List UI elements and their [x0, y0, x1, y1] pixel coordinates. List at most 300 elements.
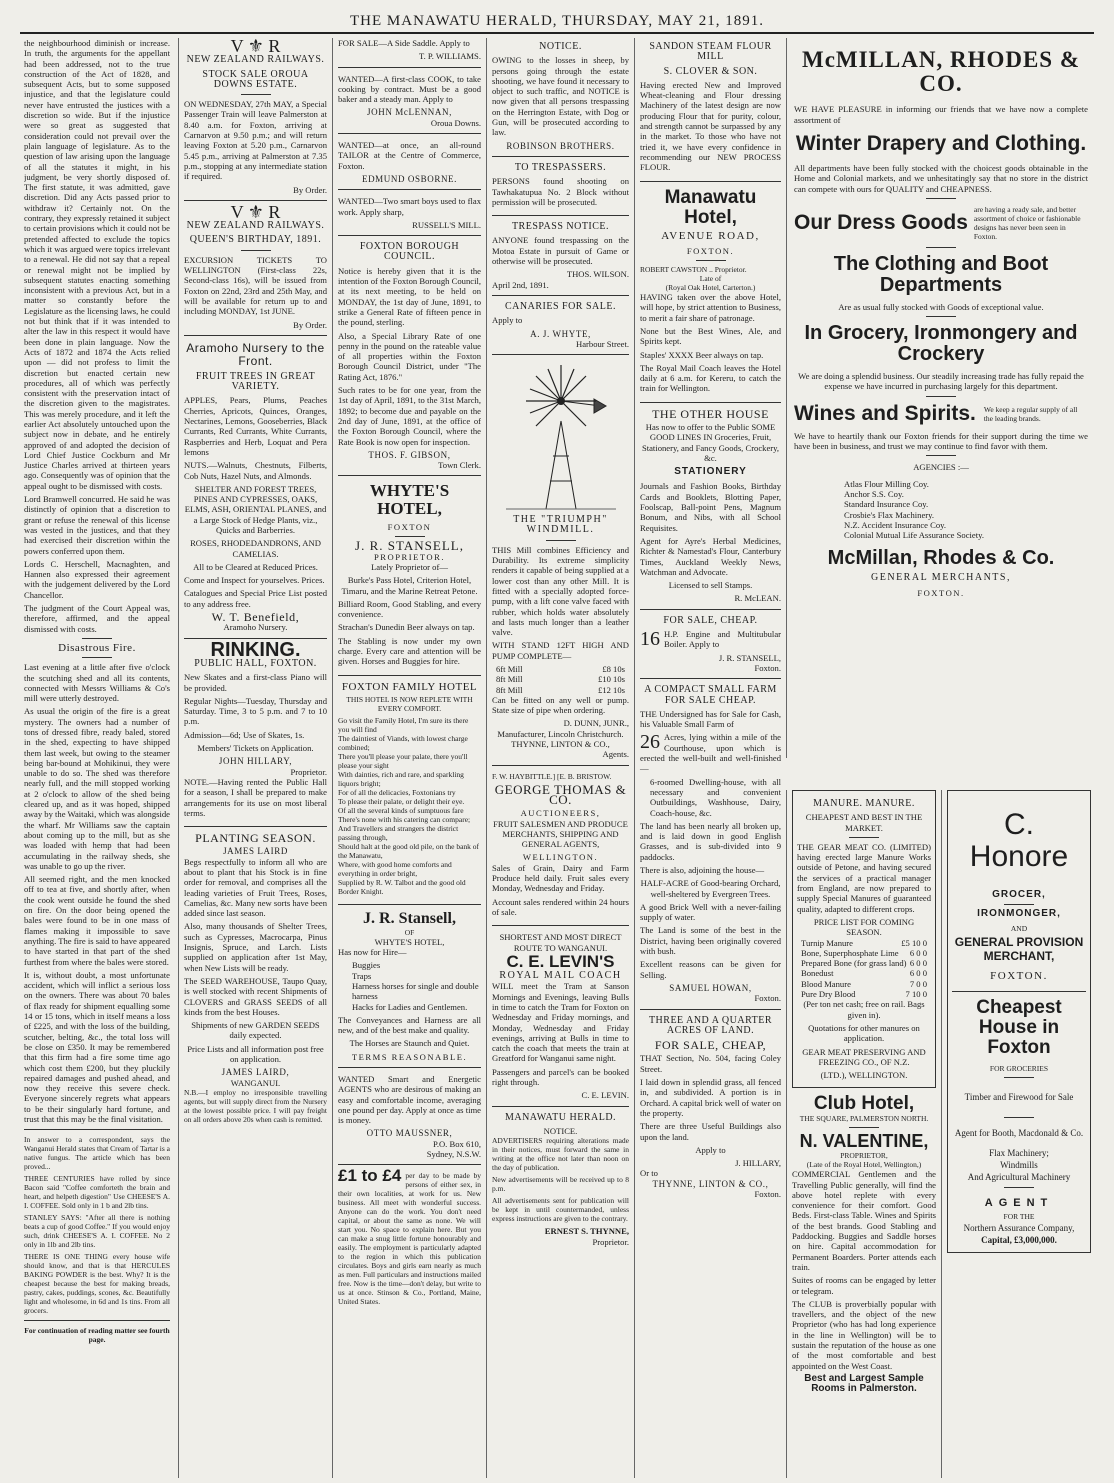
ad-list: Buggies Traps Harness horses for single and double harness Hacks for Ladies and Gentlemen. — [352, 960, 479, 1012]
ad-title: MANAWATU HERALD. — [504, 1111, 617, 1123]
column-6 — [786, 38, 1096, 758]
ad-signature: OTTO MAUSSNER, — [366, 1128, 453, 1139]
price-item: 6ft Mill — [496, 663, 523, 674]
ad-text: Price Lists and all information post free on application. — [187, 1043, 324, 1065]
honore-ad — [947, 790, 1091, 1253]
ad-text: Burke's Pass Hotel, Criterion Hotel, Timaru, and the Marine Retreat Petone. — [341, 575, 478, 596]
price-value: 6 0 0 — [909, 947, 927, 958]
ad-text: Staples' XXXX Beer always on tap. — [640, 349, 764, 360]
ad-signature: By Order. — [293, 184, 327, 195]
ad-title: C. E. LEVIN'S — [506, 951, 615, 971]
ad-terms: TERMS REASONABLE. — [351, 1051, 468, 1062]
price-item: 8ft Mill — [496, 674, 523, 685]
ad-text: Quotations for other manures on application. — [808, 1022, 920, 1044]
ad-line: GROCER, — [992, 889, 1046, 900]
divider — [926, 247, 956, 248]
ad-title: FOXTON BOROUGH COUNCIL. — [359, 241, 460, 263]
divider — [1004, 904, 1034, 905]
divider — [1004, 1077, 1034, 1078]
windmill-illustration-icon — [506, 361, 616, 511]
ad-of: OF — [404, 927, 415, 937]
family-hotel-ad — [338, 682, 481, 905]
farm-sale-ad — [640, 685, 781, 1009]
ad-line: Flax Machinery; — [989, 1147, 1049, 1158]
ad-role: PROPRIETOR. — [373, 551, 446, 562]
price-value: £12 10s — [598, 684, 625, 695]
agency-item: Colonial Mutual Life Assurance Society. — [844, 530, 985, 541]
ad-date: April 2nd, 1891. — [492, 279, 549, 290]
ad-owner: J. R. STANSELL, — [355, 538, 464, 554]
fire-paragraph: It is, without doubt, a most unfortunate accident, which will inflict a serious loss on the owners. There was about 70 bales of flax ready for shipment equalling some 14 or 15 tons, which in itself means a loss of £225, and with the loss of the building, scutcher, belting, &c., the total loss will be close on £350. It may be remembered that this firm had a fire some time ago which cost them £200, but they pluckily repaired damages and pushed ahead, and now they receive this severe check. Everyone sincerely regrets what appears to be their singularly hard fortune, and trust that this may be the final visitation. — [24, 969, 170, 1124]
divider — [849, 837, 879, 838]
divider — [24, 1320, 170, 1321]
george-thomas-ad — [492, 772, 629, 927]
ad-text: 6-roomed Dwelling-house, with all necessary and convenient Outbuildings, Washhouse, Dairy, Coach-house, &c. — [650, 776, 781, 818]
flour-mill-ad — [640, 42, 781, 182]
whytes-hotel-ad — [338, 482, 481, 675]
ad-text: Agent for Ayre's Herbal Medicines, Richter & Namestad's Flour, Canterbury Times, Auckland Weekly News, Watchman and Advocate. — [640, 535, 781, 577]
ad-title: GEORGE THOMAS & CO. — [494, 781, 627, 807]
divider — [926, 455, 956, 456]
ad-line: Windmills — [1000, 1160, 1038, 1171]
ad-title: Club Hotel, — [813, 1093, 915, 1115]
notice-item: THREE CENTURIES have rolled by since Bacon said "Coffee comforteth the brain and heart, and helpeth digestion" Use CHEESE'S A. I. COFFEE. Sold only in 1 b and 2lb tins. — [24, 1174, 170, 1211]
other-house-ad — [640, 406, 781, 610]
ad-line: Northern Assurance Company, — [963, 1223, 1075, 1234]
ad-place: WELLINGTON. — [522, 852, 599, 863]
ad-text: The Conveyances and Harness are all new, and of the best make and quality. — [338, 1014, 481, 1036]
ad-line: AND — [1010, 923, 1028, 933]
ad-line: And Agricultural Machinery — [967, 1172, 1071, 1183]
ad-text: There is also, adjoining the house— — [640, 864, 765, 875]
ad-text: OWING to the losses in sheep, by persons going through the estate shooting, we have found it necessary to object to such traffic, and NOTICE is now given that all persons trespassing on the Herrington Estate, with Dog or Gun, will be prosecuted according to law. — [492, 55, 629, 138]
ad-heading: Our Dress Goods — [794, 210, 968, 234]
price-row — [797, 938, 931, 948]
nursery-ad — [184, 342, 327, 639]
divider — [1004, 1187, 1034, 1188]
ad-signature: C. E. LEVIN. — [581, 1090, 629, 1101]
ad-signature: EDMUND OSBORNE. — [361, 173, 457, 184]
ad-signature: ERNEST S. THYNNE, — [544, 1226, 629, 1237]
trespassers-ad — [492, 163, 629, 216]
price-row — [492, 664, 629, 674]
ad-subtitle: AVENUE ROAD, — [661, 230, 760, 243]
price-row — [797, 948, 931, 958]
ad-subtitle: THIS HOTEL IS NOW REPLETE WITH EVERY COMFORT. — [346, 694, 473, 713]
ad-text: Also, a Special Library Rate of one penny in the pound on the rateable value of all properties within the Foxton Borough Council District, under "The Rating Act, 1876." — [338, 330, 481, 382]
divider — [546, 540, 576, 541]
divider — [926, 316, 956, 317]
ad-title: Aramoho Nursery to the Front. — [186, 340, 325, 368]
divider — [1004, 1117, 1034, 1118]
ad-text: Apply to — [492, 315, 523, 326]
ad-footer: Best and Largest Sample Rooms in Palmerston. — [804, 1372, 924, 1395]
ad-text: (Late of the Royal Hotel, Wellington,) — [806, 1160, 922, 1170]
ad-role: Town Clerk. — [438, 460, 481, 471]
ad-role: Agents. — [602, 749, 629, 760]
ad-title: MANURE. MANURE. — [813, 798, 915, 809]
ad-subtitle: AGENCIES :— — [913, 462, 969, 473]
royal-crest-icon: V ⚜ R — [230, 38, 281, 56]
price-row — [797, 958, 931, 968]
ad-role: PROPRIETOR, — [840, 1151, 888, 1161]
divider — [926, 396, 956, 397]
ad-title: PLANTING SEASON. — [195, 831, 316, 846]
ad-text: All to be Cleared at Reduced Prices. — [193, 561, 318, 572]
ad-line: Capital, £3,000,000. — [981, 1235, 1057, 1246]
price-item: Turnip Manure — [801, 937, 853, 948]
ad-line: Agent for Booth, Macdonald & Co. — [954, 1127, 1084, 1138]
manawatu-hotel-ad — [640, 188, 781, 403]
dress-goods-row — [794, 205, 1088, 241]
ad-text: HAVING taken over the above Hotel, will hope, by strict attention to Business, to merit a fair share of patronage. — [640, 292, 781, 323]
ad-title: FOR SALE, CHEAP. — [663, 614, 758, 626]
ad-title: TRESPASS NOTICE. — [511, 221, 610, 233]
ad-role: GENERAL MERCHANTS, — [871, 572, 1011, 584]
price-value: £8 10s — [602, 663, 625, 674]
ad-text: Shipments of new GARDEN SEEDS daily expected. — [191, 1020, 320, 1041]
agency-list — [794, 479, 1088, 541]
column-2 — [178, 38, 332, 1478]
ad-text: WANTED—A first-class COOK, to take cooking by contract. Must be a good baker and a steady man. Apply to — [338, 73, 481, 105]
ad-subtitle: WHYTE'S HOTEL, — [374, 936, 445, 947]
ad-subtitle: PUBLIC HALL, FOXTON. — [194, 657, 317, 669]
article-title-fire: Disastrous Fire. — [58, 641, 136, 654]
price-list — [492, 664, 629, 695]
levin-coach-ad — [492, 932, 629, 1106]
ad-place: Foxton. — [754, 1189, 781, 1199]
law-report-paragraph: the neighbourhood diminish or increase. In truth, the arguments for the appellant had been addressed, not to the true construction of the Act of 1828, and subsequent Acts, but to some supposed injustice, and that the legislature could never have entrusted the justices with a discretion so wide. But if the injustice were so great as suggested that consideration could not prevail over the plain language of legislature. As to the question of law arising upon the language of all the statutes it might, in his judgment, be very shortly disposed of. The first statute, it was admitted, gave discretion. Did any Acts passed prior to withdraw it? Certainly not. On the contrary, they expressly retained it subject to certain provisions which it could not be pretended affected to exclude the topics which it was argued were topics irrelevant to a renewal. He did not say that a repeal or renewal might not be implied by subsequent statutes enacting something inconsistent with a previous Act, but in a matter so constantly before the Legislature as the licensing laws, he could not but think that if it was intended to alter the law in this respect it would have been done in plain language. Now the Acts of 1872 and 1874 the Acts relied upon — did not profess to limit the discretion but enacted certain new procedures, all of which was perfectly consistent with the preservation intact of the discretion given to the magistrates. This was merely procedure, and it left the earlier Act absolutely untouched upon the subject now in debate, and he entirely approved of and adopted the decision of Lord Chief Justice Cockburn and Mr Justice Charles arrived at thirteen years ago. Consequently was of opinion that the appeal ought to be dismissed with costs. — [24, 38, 170, 491]
ad-text: The CLUB is proverbially popular with travellers, and the object of the new Proprietor (who has had long experience in the line in Wellington) will be to sustain the reputation of the house as one of the most comfortable and best appointed on the West Coast. — [792, 1298, 936, 1371]
ad-text: are having a ready sale, and better assortment of choice or fashionable designs has never been seen in Foxton. — [973, 204, 1081, 241]
railway-ad-1 — [184, 38, 327, 201]
ad-title: THE OTHER HOUSE — [652, 406, 769, 421]
ad-signature: RUSSELL'S MILL. — [412, 219, 481, 230]
column-5 — [634, 38, 786, 1478]
windmill-caption: WINDMILL. — [526, 524, 595, 536]
masthead: THE MANAWATU HERALD, THURSDAY, MAY 21, 1891. — [20, 10, 1094, 34]
ad-subtitle: FOR GROCERIES — [989, 1064, 1049, 1074]
ad-signature: THYNNE, LINTON & CO., — [652, 1178, 769, 1189]
ad-text: We are doing a splendid business. Our steadily increasing trade has fully repaid the expense we have incurred in purchasing largely for this department. — [798, 371, 1084, 392]
ad-line: FOR THE — [1003, 1212, 1035, 1222]
ad-text: ADVERTISERS requiring alterations made in their notices, must forward the same in writing at the office not later than noon on the day of publication. — [492, 1136, 629, 1173]
ad-text: (Per ton net cash; free on rail. Bags given in). — [803, 999, 925, 1020]
ad-text: Apply to — [695, 1144, 726, 1155]
ad-title: Manawatu Hotel, — [664, 186, 757, 228]
ad-text: THE Undersigned has for Sale for Cash, his Valuable Small Farm of — [640, 708, 781, 730]
ad-signature: W. T. Benefield, — [211, 610, 300, 625]
rinking-ad — [184, 638, 327, 827]
ad-signature: (LTD.), WELLINGTON. — [820, 1070, 908, 1081]
ad-text: Excellent reasons can be given for Selling. — [640, 959, 781, 980]
ad-text: Late of — [699, 274, 722, 284]
price-value: 6 0 0 — [909, 958, 927, 969]
ad-text: We have to heartily thank our Foxton friends for their support during the time we have been in business, and trust we may continue to find favor with them. — [794, 430, 1088, 452]
ad-text: Has now for Hire— — [338, 947, 407, 958]
ad-text: WANTED—Two smart boys used to flax work. Apply sharp, — [338, 196, 481, 217]
ad-signature: THOS. F. GIBSON, — [368, 449, 451, 460]
cook-wanted-ad — [338, 74, 481, 134]
ad-text: Manufacturer, Lincoln Christchurch. — [497, 728, 624, 739]
royal-crest-icon: V ⚜ R — [230, 201, 281, 222]
ad-subtitle: STOCK SALE OROUA DOWNS ESTATE. — [202, 68, 309, 90]
railway-ad-2 — [184, 201, 327, 336]
ad-text: Or to — [640, 1168, 658, 1179]
agency-item: Atlas Flour Milling Coy. — [844, 478, 929, 489]
ad-place: THE SQUARE, PALMERSTON NORTH. — [799, 1114, 929, 1124]
ad-place: FOXTON. — [990, 970, 1048, 983]
ad-text: Come and Inspect for yourselves. Prices. — [184, 575, 325, 586]
ad-text: (Royal Oak Hotel, Carterton.) — [665, 283, 756, 293]
ad-text: Suites of rooms can be engaged by letter or telegram. — [792, 1275, 936, 1296]
ad-text: Notice is hereby given that it is the intention of the Foxton Borough Council, at its next meeting, to be held on MONDAY, the 1st day of June, 1891, to strike a General Rate of fifteen pence in the pound, sterling. — [338, 265, 481, 328]
ad-text: Lately Proprietor of— — [371, 561, 448, 572]
ad-signature: T. P. WILLIAMS. — [419, 51, 481, 62]
ad-text: HALF-ACRE of Good-bearing Orchard, well-sheltered by Evergreen Trees. — [640, 878, 781, 899]
ad-text: WILL meet the Tram at Sanson Mornings and Evenings, leaving Bulls in time to catch the Tram for Foxton on Wednesday and Friday mornings, and Monday, Wednesday and Friday evenings, arriving at Bulls in time to catch the coach that meets the train at Greatford for Wanganui same night. — [492, 981, 629, 1064]
ad-text: APPLES, Pears, Plums, Peaches Cherries, Apricots, Quinces, Oranges, Nectarines, Lemons, Gooseberries, Black Currants, Red Currants, White Currants, Raspberries and Herb, Loquat and Pera lemons — [184, 395, 327, 457]
council-notice — [338, 242, 481, 476]
ad-text: COMMERCIAL Gentlemen and the Travelling Public generally, will find the above hotel replete with every convenience for their comfort. Good Beds. First-class Table. Wines and Spirits of the best brands. Good Stabling and Paddocking. Buggies and Saddle horses on hire. Capital accommodation for Permanent Boarders. Porter attends each train. — [792, 1169, 936, 1272]
trespass-notice-ad — [492, 222, 629, 296]
ad-subtitle: NOTICE. — [543, 1125, 578, 1136]
ad-text: FOR SALE—A Side Saddle. Apply to — [338, 38, 470, 48]
divider — [24, 1129, 170, 1130]
ad-text: All advertisements sent for publication will be kept in until countermanded, unless express instructions are given to the contrary. — [492, 1196, 629, 1224]
ad-text: FRUIT SALESMEN AND PRODUCE MERCHANTS, SHIPPING AND GENERAL AGENTS, — [493, 818, 628, 850]
ad-text: Has now to offer to the Public SOME GOOD LINES IN Groceries, Fruit, Stationery, and Fancy Goods, Crockery, &c. — [641, 422, 780, 463]
column-4 — [486, 38, 634, 1478]
ad-text: NUTS.—Walnuts, Chestnuts, Filberts, Cob Nuts, Hazel Nuts, and Almonds. — [184, 460, 327, 481]
ad-text: Having erected New and Improved Wheat-cleaning and Flour dressing Machinery of the latest design are now producing Flour that for purity, colour, and strength cannot be surpassed by any in the market. To those who have not tried it, we have every confidence in recommending our NEW PROCESS FLOUR. — [640, 79, 781, 173]
ad-subtitle: AUCTIONEERS, — [520, 808, 601, 819]
price-value: 7 0 0 — [909, 978, 927, 989]
price-item: Prepared Bone (for grass land) — [801, 958, 907, 969]
law-report-paragraph: Lords C. Herschell, Macnaghten, and Hannen also expressed their agreement with the judgement delivered by the Lord Chancellor. — [24, 558, 170, 600]
ad-text: Catalogues and Special Price List posted to any address free. — [184, 588, 327, 609]
divider — [395, 536, 425, 537]
price-item: Blood Manure — [801, 978, 851, 989]
notice-ad — [492, 42, 629, 157]
ad-text: ROSES, RHODEDANDRONS, AND CAMELIAS. — [190, 538, 321, 559]
planting-ad — [184, 833, 327, 1124]
ad-signature: McMillan, Rhodes & Co. — [827, 547, 1055, 570]
ad-line: GENERAL PROVISION — [954, 934, 1084, 949]
agents-wanted-ad — [338, 1074, 481, 1165]
ad-text: All departments have been fully stocked with the choicest goods obtainable in the Home and Colonial markets, and we unhesitatingly say that no store in the district can compete with ours for QUALITY and CHEAPNESS. — [794, 162, 1088, 194]
ad-text: Journals and Fashion Books, Birthday Cards and Booklets, Blotting Paper, Foolscap, Ball-point Pens, Magnum Bonum, and Nibs, with all School Requisites. — [640, 481, 781, 533]
price-value: 7 10 0 — [905, 989, 927, 1000]
ad-owner: ROBERT CAWSTON .. Proprietor. — [640, 265, 747, 275]
ad-headline: £1 to £4 — [338, 1166, 402, 1186]
divider — [241, 250, 271, 251]
ad-text: EXCURSION TICKETS TO WELLINGTON (First-class 22s, Second-class 16s), will be issued from Foxton on 22nd, 23rd and 25th May, and will be available for return up to and including MONDAY, 1st JUNE. — [184, 254, 327, 317]
ad-text: Strachan's Dunedin Beer always on tap. — [338, 622, 475, 633]
boys-wanted-ad — [338, 196, 481, 236]
fire-paragraph: Last evening at a little after five o'clock the scutching shed and all its contents, connected with Messrs Williams & Co's mill were utterly destroyed. — [24, 662, 170, 704]
tailor-wanted-ad — [338, 140, 481, 190]
ad-text: Begs respectfully to inform all who are about to plant that his Stock is in fine order for removal, and comprises all the leading varieties of Fruit Trees, Roses, Camelias, &c. Many new sorts have been added since last season. — [184, 856, 327, 919]
ad-title: CANARIES FOR SALE. — [505, 300, 616, 312]
ad-place: Harbour Street. — [576, 338, 629, 349]
ad-heading: Wines and Spirits. — [794, 401, 976, 425]
ad-signature: THOS. WILSON. — [566, 269, 629, 280]
wines-row — [794, 403, 1088, 425]
ad-text: Can be fitted on any well or pump. State size of pipe when ordering. — [492, 694, 629, 716]
ad-subtitle: ROYAL MAIL COACH — [499, 970, 622, 982]
ad-place: FOXTON — [387, 522, 432, 533]
price-item: 8ft Mill — [496, 684, 523, 695]
ad-title: C. Honore — [969, 808, 1069, 873]
agency-item: Crosbie's Flax Machinery. — [844, 509, 935, 520]
windmill-ad — [492, 361, 629, 766]
ad-signature: JAMES LAIRD — [223, 846, 288, 857]
ad-subtitle: QUEEN'S BIRTHDAY, 1891. — [189, 234, 322, 246]
ad-title: NOTICE. — [539, 41, 582, 52]
engine-sale-ad — [640, 616, 781, 679]
fire-paragraph: As usual the origin of the fire is a great mystery. The owners had a number of tons of dressed fibre, ready baled, stored in the shed, expecting to have shipped them last week, but owing to the steamer being bar-bound at Mohikinui, they were unable to do so. The shed was therefore nearly full, and the mill stopped working at 2 o'clock to allow of the shed being cleared up, and as it was hoped, shipped away by the Waitaki, which was alongside the wharf. Mr Williams saw the captain about coming up to the mill, but as she was loaded with hemp that had been accumulating in the railway sheds, she was unable to go up the river. — [24, 706, 170, 871]
ad-text: The Royal Mail Coach leaves the Hotel daily at 6 a.m. for Kereru, to catch the train for Wellington. — [640, 362, 781, 394]
ad-title: NEW ZEALAND RAILWAYS. — [186, 220, 325, 232]
ad-title: FOXTON FAMILY HOTEL — [341, 680, 478, 693]
canaries-ad — [492, 302, 629, 355]
ad-text: Billiard Room, Good Stabling, and every convenience. — [338, 598, 481, 620]
price-head: PRICE LIST FOR COMING SEASON. — [813, 916, 915, 938]
ad-title: TO TRESPASSERS. — [514, 161, 607, 173]
ad-text: Such rates to be for one year, from the 1st day of April, 1891, to the 31st March, 1892; to become due and payable on the 2nd day of June, 1891, at the office of the Foxton Borough Council, where the Rate Book is now open for inspection. — [338, 385, 481, 447]
divider — [82, 657, 112, 658]
agency-item: Anchor S.S. Coy. — [844, 488, 904, 499]
column-3 — [332, 38, 486, 1478]
price-value: 6 0 0 — [909, 968, 927, 979]
column-1 — [24, 38, 174, 1478]
ad-title: RINKING. — [210, 638, 301, 661]
divider — [241, 94, 271, 95]
ad-signature: J. R. STANSELL, — [718, 652, 781, 663]
ad-text: WE HAVE PLEASURE in informing our friends that we have now a complete assortment of — [794, 104, 1088, 125]
ad-place: FOXTON. — [917, 587, 965, 598]
stansell-hire-ad — [338, 911, 481, 1068]
ad-text: Regular Nights—Tuesday, Thursday and Saturday. Time, 3 to 5 p.m. and 7 to 10 p.m. — [184, 695, 327, 727]
ad-line: MERCHANT, — [983, 948, 1055, 963]
ad-place: Foxton. — [754, 993, 781, 1004]
ad-number: 26 — [640, 731, 660, 754]
ad-text: NOTE.—Having rented the Public Hall for a season, I shall be prepared to make arrangements for its use on most liberal terms. — [184, 776, 327, 818]
fire-paragraph: All seemed right, and the men knocked off to tea at five, and shortly after, when the cook went outside he found the shed on fire. On the door being opened the bales were found to be in one mass of flames making it impossible to save anything. The fire is said to have appeared to have started in that part of the shed furthest from where the bales were stored. — [24, 874, 170, 967]
ad-signature: R. McLEAN. — [734, 593, 781, 604]
divider — [952, 991, 1086, 992]
ad-text: THYNNE, LINTON & CO., — [511, 739, 610, 750]
ad-line: IRONMONGER, — [977, 908, 1061, 920]
ad-text: New advertisements will be received up to 8 p.m. — [492, 1175, 629, 1194]
price-item: Bone, Superphosphate Lime — [801, 947, 899, 958]
ad-text: SHELTER AND FOREST TREES, PINES AND CYPRESSES, OAKS, ELMS, ASH, ORIENTAL PLANES, and a Large Stock of Hedge Plants, viz., Quicks and Barberries. — [184, 483, 327, 535]
ad-signature: D. DUNN, JUNR., — [563, 718, 629, 729]
ad-title: McMILLAN, RHODES & CO. — [801, 47, 1081, 97]
ad-text: Admission—6d; Use of Skates, 1s. — [184, 729, 305, 740]
ad-text: Members' Tickets on Application. — [197, 743, 314, 754]
herald-notice — [492, 1113, 629, 1247]
ad-names: F. W. HAYBITTLE.] [E. B. BRISTOW. — [492, 771, 612, 781]
ad-title: A COMPACT SMALL FARM FOR SALE CHEAP. — [644, 684, 777, 706]
ad-line: Timber and Firewood for Sale — [964, 1092, 1074, 1103]
saddle-ad — [338, 38, 481, 68]
ad-text: THAT Section, No. 504, facing Coley Street. — [640, 1053, 781, 1074]
ad-title: NEW ZEALAND RAILWAYS. — [186, 54, 325, 66]
ad-text: We keep a regular supply of all the leading brands. — [983, 404, 1078, 423]
ad-text: WANTED Smart and Energetic AGENTS who are desirous of making an easy and comfortable income, averaging one pound per day. Apply at once as time is money. — [338, 1074, 481, 1126]
ad-signature: J. HILLARY, — [735, 1158, 781, 1169]
ad-text: Licensed to sell Stamps. — [668, 580, 753, 591]
ad-title: J. R. Stansell, — [363, 909, 456, 927]
notice-item: STANLEY SAYS: "After all there is nothing beats a cup of good Coffee." If you would enjoy such, drink CHEESE'S A. I. COFFEE. No 2 only in 1lb and 2lb tins. — [24, 1213, 170, 1250]
law-report-paragraph: The judgment of the Court Appeal was, therefore, affirmed, and the appeal dismissed with costs. — [24, 603, 170, 634]
ad-place: FOXTON. — [686, 245, 735, 256]
ad-signature: JAMES LAIRD, — [221, 1067, 290, 1078]
ad-place: Oroua Downs. — [430, 117, 481, 128]
ad-heading: Cheapest House in Foxton — [976, 997, 1062, 1059]
notice-item: THERE IS ONE THING every house wife should know, and that is that HERCULES BAKING POWDER is the best. Why? It is the cheapest because the best for making breads, pastry, cakes, puddings, scones, &c. Beautifully light and wholesome, in 6d and 1s tins. From all grocers. — [24, 1252, 170, 1316]
ad-signature: A. J. WHYTE, — [530, 328, 591, 339]
ad-text: The land has been nearly all broken up, and is laid down in good English Grasses, and is sub-divided into 9 paddocks. — [640, 820, 781, 862]
money-ad — [338, 1166, 481, 1307]
ad-title: SANDON STEAM FLOUR MILL — [649, 41, 772, 63]
price-item: Pure Dry Blood — [801, 989, 856, 1000]
ad-text: There are three Useful Buildings also upon the land. — [640, 1121, 781, 1142]
price-row — [797, 979, 931, 989]
ad-place: WANGANUI. — [230, 1077, 281, 1088]
column-7 — [941, 790, 1096, 1478]
divider — [82, 638, 112, 639]
ad-text: PERSONS found shooting on Tawhakatupua No. 2 Block without permission will be prosecuted. — [492, 176, 629, 207]
ad-text: Also, many thousands of Shelter Trees, such as Cypresses, Macrocarpa, Pinus Insignis, Spruce, and Larch. Lists supplied on application after 1st May, when New Lists will be ready. — [184, 921, 327, 973]
ad-text: I laid down in splendid grass, all fenced in, and subdivided. A portion is in Orchard. A capital brick well of water on the property. — [640, 1077, 781, 1118]
ad-text: The Stabling is now under my own charge. Every care and attention will be given. Horses and Buggies for hire. — [338, 635, 481, 667]
price-list — [797, 938, 931, 1000]
ad-signature: By Order. — [293, 319, 327, 330]
ad-subtitle: FOR SALE, CHEAP, — [654, 1038, 767, 1053]
ad-text: ON WEDNESDAY, 27th MAY, a Special Passenger Train will leave Palmerston at 8.40 a.m. for Foxton, arriving at Carnarvon at 9.50 p.m.; and will return leaving Foxton at 5.20 p.m., Carnarvon 5.45 p.m., arriving at Palmerston at 7.35 p.m., stopping at any intermediate station if required. — [184, 99, 327, 182]
price-row — [797, 968, 931, 978]
ad-text: Acres, lying within a mile of the Courthouse, upon which is erected the well-built and well-finished— — [640, 732, 781, 774]
club-hotel-ad — [792, 1094, 936, 1394]
ad-subtitle: CHEAPEST AND BEST IN THE MARKET. — [805, 812, 923, 833]
ad-subtitle: S. CLOVER & SON. — [663, 65, 758, 77]
manure-ad — [792, 790, 936, 1088]
acres-sale-ad — [640, 1016, 781, 1200]
ad-text: A good Brick Well with a never-failing supply of water. — [640, 901, 781, 923]
ad-text: THIS Mill combines Efficiency and Durability. Its extreme simplicity renders it capable of being supplied at a lower cost than any other Mill. It is fitted with a specially adopted force-pump, with a lift cone valve faced with rubber, which holds water absolutely and lasts much longer than a leather valve. — [492, 544, 629, 638]
price-value: £5 10 0 — [901, 937, 927, 948]
ad-text: Are as usual fully stocked with Goods of exceptional value. — [838, 301, 1044, 312]
ad-poem: Go visit the Family Hotel, I'm sure its there you will find The daintiest of Viands, with lowest charge combined; There you'll please your palate, there you'll please your sight With dainties, rich and rare, and sparkling liquors bright; For of all the delicacies, Foxtonians try To please their palate, or delight their eye. Of all the several kinds of sumptuous fare There's none with his catering can compare; And Travellers and strangers the district passing through, Should halt at the good old pile, on the bank of the Manawatu, Where, with good home comforts and everything in order bright, Supplied by R. W. Talbot and the good old Border Knight. — [338, 715, 480, 896]
ad-subtitle: FRUIT TREES IN GREAT VARIETY. — [195, 370, 316, 393]
ad-number: 16 — [640, 628, 660, 651]
ad-text: The SEED WAREHOUSE, Taupo Quay, is well stocked with recent Shipments of CLOVERS and GRASS SEEDS of all kinds from the best Houses. — [184, 975, 327, 1017]
ad-head: SHORTEST AND MOST DIRECT ROUTE TO WANGANUI. — [499, 932, 622, 953]
ad-text: The Horses are Staunch and Quiet. — [349, 1038, 470, 1049]
ad-text: N.B.—I employ no irresponsible travelling agents, but will supply direct from the Nursery at the lowest possible price. I will pay freight on all orders above 20s when cash is remitted. — [184, 1087, 327, 1124]
ad-owner: N. VALENTINE, — [799, 1131, 929, 1152]
ad-text: The Land is some of the best in the District, having been originally covered with bush. — [640, 925, 781, 957]
ad-text: ANYONE found trespassing on the Motoa Estate in pursuit of Game or otherwise will be prosecuted. — [492, 235, 629, 267]
continuation-note: For continuation of reading matter see fourth page. — [24, 1326, 170, 1345]
ad-place: Sydney, N.S.W. — [426, 1149, 481, 1160]
ad-signature: SAMUEL HOWAN, — [669, 982, 752, 993]
ad-text: Sales of Grain, Dairy and Farm Produce held daily. Fruit sales every Monday, Wednesday and Friday. — [492, 862, 629, 894]
divider — [849, 1127, 879, 1128]
